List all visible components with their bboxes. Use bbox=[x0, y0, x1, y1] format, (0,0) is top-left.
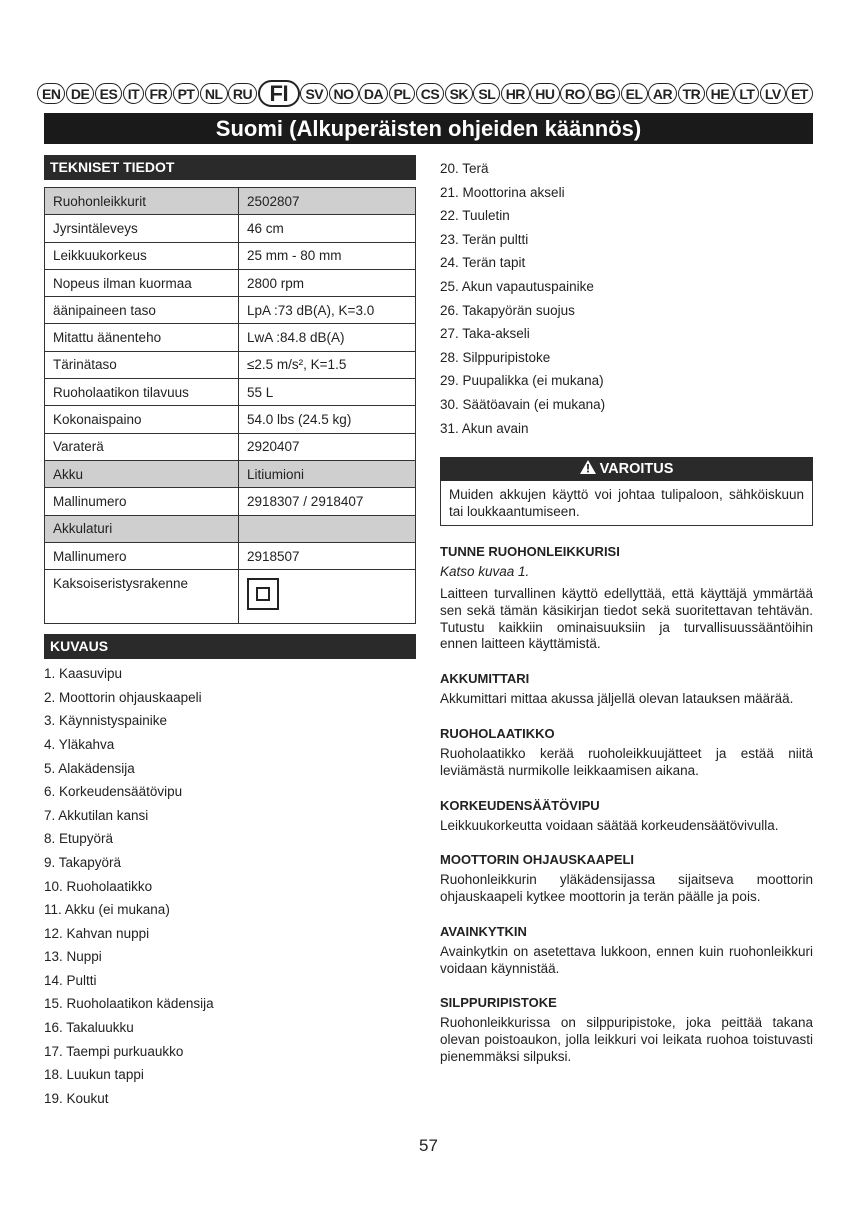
spec-value: LwA :84.8 dB(A) bbox=[239, 324, 416, 351]
list-item: 25. Akun vapautuspainike bbox=[440, 278, 594, 294]
spec-row bbox=[45, 488, 416, 515]
list-item: 6. Korkeudensäätövipu bbox=[44, 784, 183, 800]
spec-label: Tärinätaso bbox=[45, 351, 239, 378]
spec-label: Akku bbox=[45, 460, 239, 487]
spec-label: Kokonaispaino bbox=[45, 406, 239, 433]
spec-label: Mallinumero bbox=[45, 488, 239, 515]
spec-value: 25 mm - 80 mm bbox=[239, 242, 416, 269]
spec-row bbox=[45, 242, 416, 269]
list-item: 13. Nuppi bbox=[44, 949, 102, 965]
section-heading: AVAINKYTKIN bbox=[440, 923, 527, 939]
spec-label: äänipaineen taso bbox=[45, 297, 239, 324]
list-item: 21. Moottorina akseli bbox=[440, 184, 565, 200]
spec-row bbox=[45, 460, 416, 487]
spec-value: 2502807 bbox=[239, 188, 416, 215]
spec-value: 55 L bbox=[239, 379, 416, 406]
page-title: Suomi (Alkuperäisten ohjeiden käännös) bbox=[44, 113, 813, 144]
spec-label: Ruohonleikkurit bbox=[45, 188, 239, 215]
left-column bbox=[44, 155, 416, 1110]
spec-label: Ruoholaatikon tilavuus bbox=[45, 379, 239, 406]
list-item: 24. Terän tapit bbox=[440, 255, 526, 271]
list-item: 17. Taempi purkuaukko bbox=[44, 1043, 184, 1059]
section-text: Avainkytkin on asetettava lukkoon, ennen kuin ruohonleikkuri voidaan käynnistää. bbox=[440, 943, 813, 976]
section-text: Ruohonleikkurin yläkädensijassa sijaitseva moottorin ohjauskaapeli kytkee moottorin ja terän päälle ja pois. bbox=[440, 872, 813, 905]
spec-value: 2800 rpm bbox=[239, 269, 416, 296]
section-note: Katso kuvaa 1. bbox=[440, 564, 530, 580]
list-item: 3. Käynnistyspainike bbox=[44, 713, 168, 729]
section-heading: TUNNE RUOHONLEIKKURISI bbox=[440, 544, 620, 560]
section-heading: MOOTTORIN OHJAUSKAAPELI bbox=[440, 852, 635, 868]
list-item: 18. Luukun tappi bbox=[44, 1067, 144, 1083]
language-tab-ru: RU bbox=[228, 83, 257, 104]
list-item: 1. Kaasuvipu bbox=[44, 666, 123, 682]
list-item: 2. Moottorin ohjauskaapeli bbox=[44, 689, 202, 705]
language-tab-hr: HR bbox=[501, 83, 530, 104]
spec-value: 2918307 / 2918407 bbox=[239, 488, 416, 515]
language-tab-et: ET bbox=[786, 83, 813, 104]
spec-row bbox=[45, 379, 416, 406]
language-tab-sl: SL bbox=[473, 83, 500, 104]
list-item: 7. Akkutilan kansi bbox=[44, 807, 149, 823]
spec-row bbox=[45, 297, 416, 324]
list-item: 19. Koukut bbox=[44, 1090, 109, 1106]
warning-heading-text: VAROITUS bbox=[599, 461, 674, 478]
spec-row bbox=[45, 433, 416, 460]
spec-row bbox=[45, 215, 416, 242]
list-item: 5. Alakädensija bbox=[44, 760, 135, 776]
list-item: 23. Terän pultti bbox=[440, 231, 529, 247]
parts-list-left bbox=[44, 662, 416, 1110]
language-tab-hu: HU bbox=[530, 83, 559, 104]
language-tab-pt: PT bbox=[173, 83, 200, 104]
spec-row bbox=[45, 515, 416, 542]
language-tab-bg: BG bbox=[590, 83, 620, 104]
feature-sections bbox=[440, 544, 813, 1066]
warning-text: Muiden akkujen käyttö voi johtaa tulipaloon, sähköiskuun tai loukkaantumiseen. bbox=[440, 481, 813, 526]
language-tab-sv: SV bbox=[300, 83, 328, 104]
language-tab-fi: FI bbox=[258, 80, 301, 107]
spec-value: 2918507 bbox=[239, 542, 416, 569]
language-tab-lt: LT bbox=[734, 83, 759, 104]
list-item: 9. Takapyörä bbox=[44, 854, 122, 870]
list-item: 22. Tuuletin bbox=[440, 208, 510, 224]
spec-label: Kaksoiseristysrakenne bbox=[45, 570, 239, 624]
parts-list-right bbox=[440, 157, 813, 440]
spec-value: 46 cm bbox=[239, 215, 416, 242]
spec-label: Varaterä bbox=[45, 433, 239, 460]
section-text: Leikkuukorkeutta voidaan säätää korkeudensäätövivulla. bbox=[440, 817, 779, 833]
section-heading: SILPPURIPISTOKE bbox=[440, 995, 557, 1011]
language-tab-no: NO bbox=[329, 83, 359, 104]
language-tab-tr: TR bbox=[678, 83, 706, 104]
warning-heading bbox=[440, 457, 813, 481]
language-tab-de: DE bbox=[66, 83, 94, 104]
spec-value: 2920407 bbox=[239, 433, 416, 460]
spec-label: Mitattu äänenteho bbox=[45, 324, 239, 351]
section-text: Laitteen turvallinen käyttö edellyttää, että käyttäjä ymmärtää sen sekä tämän käsikirjan tiedot sekä suoritettavan tehtävän. Tutustu kaikkiin ominaisuuksiin ja turvallisuussääntöihin ennen laitteen käyttämistä. bbox=[440, 585, 813, 652]
language-tab-ro: RO bbox=[560, 83, 590, 104]
list-item: 12. Kahvan nuppi bbox=[44, 925, 150, 941]
language-tab-es: ES bbox=[95, 83, 123, 104]
language-tab-ar: AR bbox=[648, 83, 677, 104]
language-tab-it: IT bbox=[123, 83, 144, 104]
spec-row bbox=[45, 406, 416, 433]
language-tab-sk: SK bbox=[445, 83, 473, 104]
section-heading: AKKUMITTARI bbox=[440, 671, 530, 687]
spec-value bbox=[239, 515, 416, 542]
spec-label: Mallinumero bbox=[45, 542, 239, 569]
page-number: 57 bbox=[419, 1136, 438, 1155]
spec-label: Leikkuukorkeus bbox=[45, 242, 239, 269]
specs-table bbox=[44, 187, 416, 624]
section-text: Ruoholaatikko kerää ruoholeikkuujätteet ja estää niitä leviämästä nurmikolle leikkaamisen aikana. bbox=[440, 745, 813, 778]
spec-value: ≤2.5 m/s², K=1.5 bbox=[239, 351, 416, 378]
language-tab-da: DA bbox=[359, 83, 388, 104]
spec-row bbox=[45, 188, 416, 215]
language-tab-el: EL bbox=[621, 83, 648, 104]
spec-row bbox=[45, 351, 416, 378]
spec-row bbox=[45, 269, 416, 296]
spec-value bbox=[239, 570, 416, 624]
list-item: 26. Takapyörän suojus bbox=[440, 302, 575, 318]
list-item: 30. Säätöavain (ei mukana) bbox=[440, 396, 606, 412]
spec-label: Akkulaturi bbox=[45, 515, 239, 542]
spec-label: Nopeus ilman kuormaa bbox=[45, 269, 239, 296]
spec-value: 54.0 lbs (24.5 kg) bbox=[239, 406, 416, 433]
list-item: 27. Taka-akseli bbox=[440, 326, 530, 342]
section-text: Ruohonleikkurissa on silppuripistoke, joka peittää takana olevan poistoaukon, jolla leikkuri voi leikata ruohoa toistuvasti pienemmäksi silpuksi. bbox=[440, 1015, 813, 1065]
right-column bbox=[440, 157, 813, 1066]
list-item: 4. Yläkahva bbox=[44, 736, 115, 752]
section-heading: KORKEUDENSÄÄTÖVIPU bbox=[440, 797, 600, 813]
language-tab-en: EN bbox=[37, 83, 65, 104]
spec-row bbox=[45, 324, 416, 351]
list-item: 15. Ruoholaatikon kädensija bbox=[44, 996, 214, 1012]
spec-value: Litiumioni bbox=[239, 460, 416, 487]
list-item: 11. Akku (ei mukana) bbox=[44, 902, 170, 918]
description-heading: KUVAUS bbox=[44, 634, 416, 659]
specs-heading: TEKNISET TIEDOT bbox=[44, 155, 416, 180]
list-item: 10. Ruoholaatikko bbox=[44, 878, 153, 894]
list-item: 8. Etupyörä bbox=[44, 831, 114, 847]
language-tab-lv: LV bbox=[760, 83, 786, 104]
language-tab-pl: PL bbox=[389, 83, 416, 104]
spec-row bbox=[45, 570, 416, 624]
spec-row bbox=[45, 542, 416, 569]
language-tab-he: HE bbox=[706, 83, 734, 104]
double-insulation-icon bbox=[247, 578, 279, 610]
spec-label: Jyrsintäleveys bbox=[45, 215, 239, 242]
list-item: 14. Pultti bbox=[44, 972, 97, 988]
section-heading: RUOHOLAATIKKO bbox=[440, 725, 555, 741]
list-item: 28. Silppuripistoke bbox=[440, 349, 551, 365]
language-bar bbox=[37, 80, 813, 107]
language-tab-cs: CS bbox=[416, 83, 444, 104]
warning-box bbox=[440, 457, 813, 526]
language-tab-fr: FR bbox=[145, 83, 173, 104]
warning-triangle-icon bbox=[580, 461, 600, 477]
spec-value: LpA :73 dB(A), K=3.0 bbox=[239, 297, 416, 324]
list-item: 16. Takaluukku bbox=[44, 1020, 134, 1036]
list-item: 20. Terä bbox=[440, 161, 489, 176]
list-item: 31. Akun avain bbox=[440, 420, 529, 436]
section-text: Akkumittari mittaa akussa jäljellä olevan latauksen määrää. bbox=[440, 691, 794, 707]
list-item: 29. Puupalikka (ei mukana) bbox=[440, 373, 604, 389]
language-tab-nl: NL bbox=[200, 83, 228, 104]
